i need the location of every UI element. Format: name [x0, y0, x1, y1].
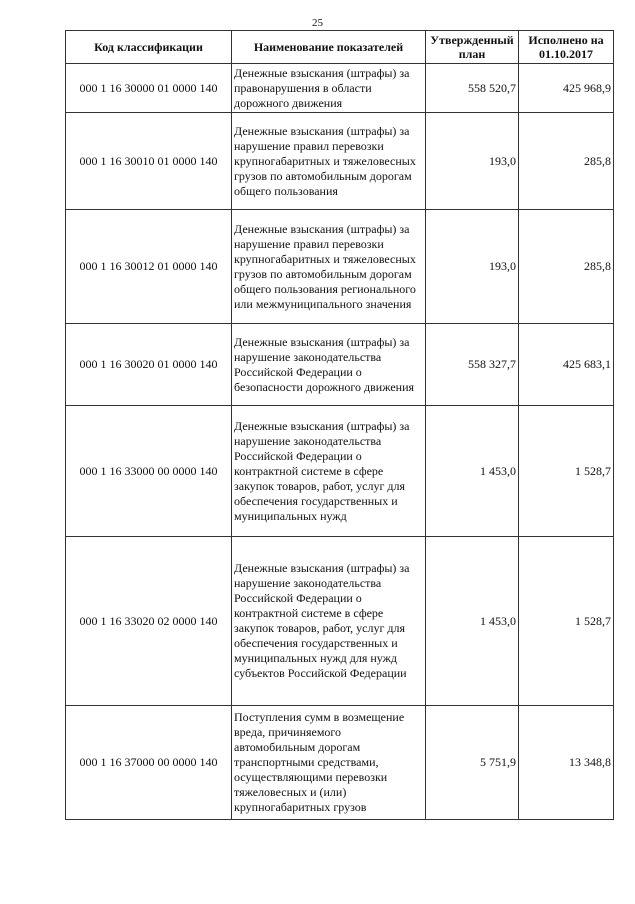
- table-row: [66, 324, 614, 406]
- row-code: 000 1 16 33020 02 0000 140: [66, 537, 232, 706]
- row-name: Денежные взыскания (штрафы) за нарушение законодательства Российской Федерации о безопасности дорожного движения: [232, 324, 426, 406]
- table-header-row: [66, 31, 614, 64]
- row-name: Денежные взыскания (штрафы) за нарушение законодательства Российской Федерации о контрактной системе в сфере закупок товаров, работ, услуг для обеспечения государственных и муниципальных нужд для нужд субъектов Российской Федерации: [232, 537, 426, 706]
- header-code: Код классификации: [66, 31, 232, 64]
- row-name: Денежные взыскания (штрафы) за правонарушения в области дорожного движения: [232, 64, 426, 113]
- row-plan: 193,0: [426, 210, 519, 324]
- table-row: [66, 406, 614, 537]
- row-plan: 1 453,0: [426, 537, 519, 706]
- table-row: [66, 210, 614, 324]
- row-plan: 193,0: [426, 113, 519, 210]
- row-name: Поступления сумм в возмещение вреда, причиняемого автомобильным дорогам транспортными средствами, осуществляющими перевозки тяжеловесных и (или) крупногабаритных грузов: [232, 706, 426, 820]
- row-code: 000 1 16 30012 01 0000 140: [66, 210, 232, 324]
- table-row: [66, 537, 614, 706]
- row-name: Денежные взыскания (штрафы) за нарушение правил перевозки крупногабаритных и тяжеловесных грузов по автомобильным дорогам общего пользования регионального или межмуниципального значения: [232, 210, 426, 324]
- row-done: 13 348,8: [519, 706, 614, 820]
- table-row: [66, 64, 614, 113]
- row-done: 285,8: [519, 113, 614, 210]
- header-plan: Утвержденный план: [426, 31, 519, 64]
- budget-table: [65, 30, 614, 820]
- row-code: 000 1 16 37000 00 0000 140: [66, 706, 232, 820]
- row-code: 000 1 16 30020 01 0000 140: [66, 324, 232, 406]
- row-done: 1 528,7: [519, 537, 614, 706]
- row-plan: 558 520,7: [426, 64, 519, 113]
- row-plan: 1 453,0: [426, 406, 519, 537]
- row-done: 425 968,9: [519, 64, 614, 113]
- row-plan: 558 327,7: [426, 324, 519, 406]
- row-name: Денежные взыскания (штрафы) за нарушение правил перевозки крупногабаритных и тяжеловесных грузов по автомобильным дорогам общего пользования: [232, 113, 426, 210]
- header-name: Наименование показателей: [232, 31, 426, 64]
- row-code: 000 1 16 30000 01 0000 140: [66, 64, 232, 113]
- row-done: 1 528,7: [519, 406, 614, 537]
- header-done: Исполнено на 01.10.2017: [519, 31, 614, 64]
- row-name: Денежные взыскания (штрафы) за нарушение законодательства Российской Федерации о контрактной системе в сфере закупок товаров, работ, услуг для обеспечения государственных и муниципальных нужд: [232, 406, 426, 537]
- row-done: 425 683,1: [519, 324, 614, 406]
- page-number: 25: [312, 17, 323, 29]
- row-done: 285,8: [519, 210, 614, 324]
- table-row: [66, 706, 614, 820]
- row-plan: 5 751,9: [426, 706, 519, 820]
- row-code: 000 1 16 30010 01 0000 140: [66, 113, 232, 210]
- row-code: 000 1 16 33000 00 0000 140: [66, 406, 232, 537]
- table-row: [66, 113, 614, 210]
